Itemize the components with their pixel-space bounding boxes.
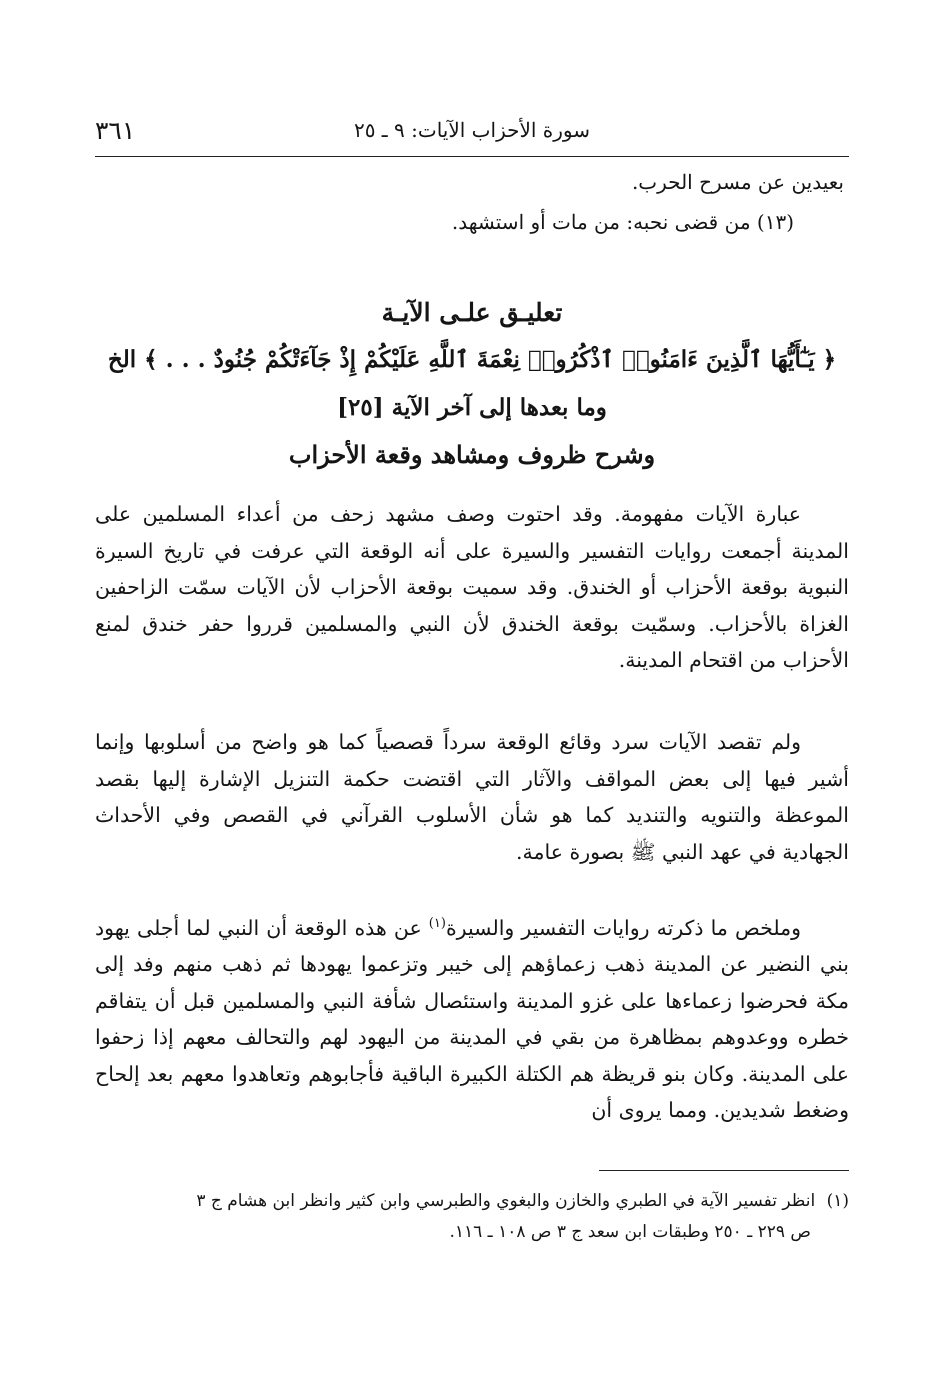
gloss-continuation: بعيدين عن مسرح الحرب.: [631, 170, 844, 194]
paragraph-3-rest: عن هذه الوقعة أن النبي لما أجلى يهود بني النضير عن المدينة ذهب زعماؤهم إلى خيبر وتزعموا يهودها ثم ذهب منهم وفد إلى مكة فحرضوا زعماءها على غزو المدينة واستئصال شأفة النبي والمسلمين قبل أن يتفاقم خطره ووعدوهم بمظاهرة من بقي في المدينة من اليهود لهم والتحالف معهم إذا زحفوا على المدينة. وكان بنو قريظة هم الكتلة الكبيرة الباقية فأجابوهم وتعاهدوا معهم بعد إلحاح وضغط شديدين. ومما يروى أن: [95, 915, 849, 1123]
footnote-rule: [599, 1170, 849, 1171]
section-subtitle-2: وشرح ظروف ومشاهد وقعة الأحزاب: [288, 440, 656, 469]
section-title: تعليـق علـى الآيـة: [381, 298, 563, 327]
paragraph-2: ولم تقصد الآيات سرد وقائع الوقعة سرداً قصصياً كما هو واضح من أسلوبها وإنما أشير فيها إلى بعض المواقف والآثار التي اقتضت حكمة التنزيل الإشارة إليها بقصد الموعظة والتنويه والتنديد كما هو شأن الأسلوب القرآني في القصص وفي الأحداث الجهادية في عهد النبي ﷺ بصورة عامة.: [95, 730, 849, 864]
footnote-reference: (١): [428, 916, 446, 931]
page-header: [95, 112, 849, 154]
gloss-item-13: (١٣) من قضى نحبه: من مات أو استشهد.: [451, 210, 794, 234]
running-title: سورة الأحزاب الآيات: ٩ ـ ٢٥: [353, 118, 591, 142]
footnote-number: (١): [826, 1191, 849, 1211]
paragraph-3: [95, 906, 849, 1129]
footnote-line-2: ص ٢٢٩ ـ ٢٥٠ وطبقات ابن سعد ج ٣ ص ١٠٨ ـ ١١٦.: [449, 1222, 811, 1242]
paragraph-1: عبارة الآيات مفهومة. وقد احتوت وصف مشهد زحف من أعداء المسلمين على المدينة أجمعت روايات التفسير والسيرة على أنه الوقعة التي عرفت في تاريخ السيرة النبوية بوقعة الأحزاب أو الخندق. وقد سميت بوقعة الأحزاب لأن الآيات سمّت الزاحفين الغزاة بالأحزاب. وسمّيت بوقعة الخندق لأن النبي والمسلمين قرروا حفر خندق لمنع الأحزاب من اقتحام المدينة.: [95, 502, 849, 672]
section-subtitle: وما بعدها إلى آخر الآية [٢٥]: [337, 394, 607, 421]
header-rule: [95, 156, 849, 157]
section-verse: ﴿ يَـٰٓأَيُّهَا ٱلَّذِينَ ءَامَنُوا۟ ٱذْكُرُوا۟ نِعْمَةَ ٱللَّهِ عَلَيْكُمْ إِذْ جَآءَتْكُمْ جُنُودٌ . . . ﴾ الخ: [107, 346, 837, 373]
footnote-line-1: انظر تفسير الآية في الطبري والخازن والبغوي والطبرسي وابن كثير وانظر ابن هشام ج ٣: [196, 1191, 816, 1211]
page-number: ٣٦١: [95, 116, 136, 145]
footnote: [95, 1186, 849, 1248]
paragraph-3-start: وملخص ما ذكرته روايات التفسير والسيرة: [445, 915, 801, 940]
